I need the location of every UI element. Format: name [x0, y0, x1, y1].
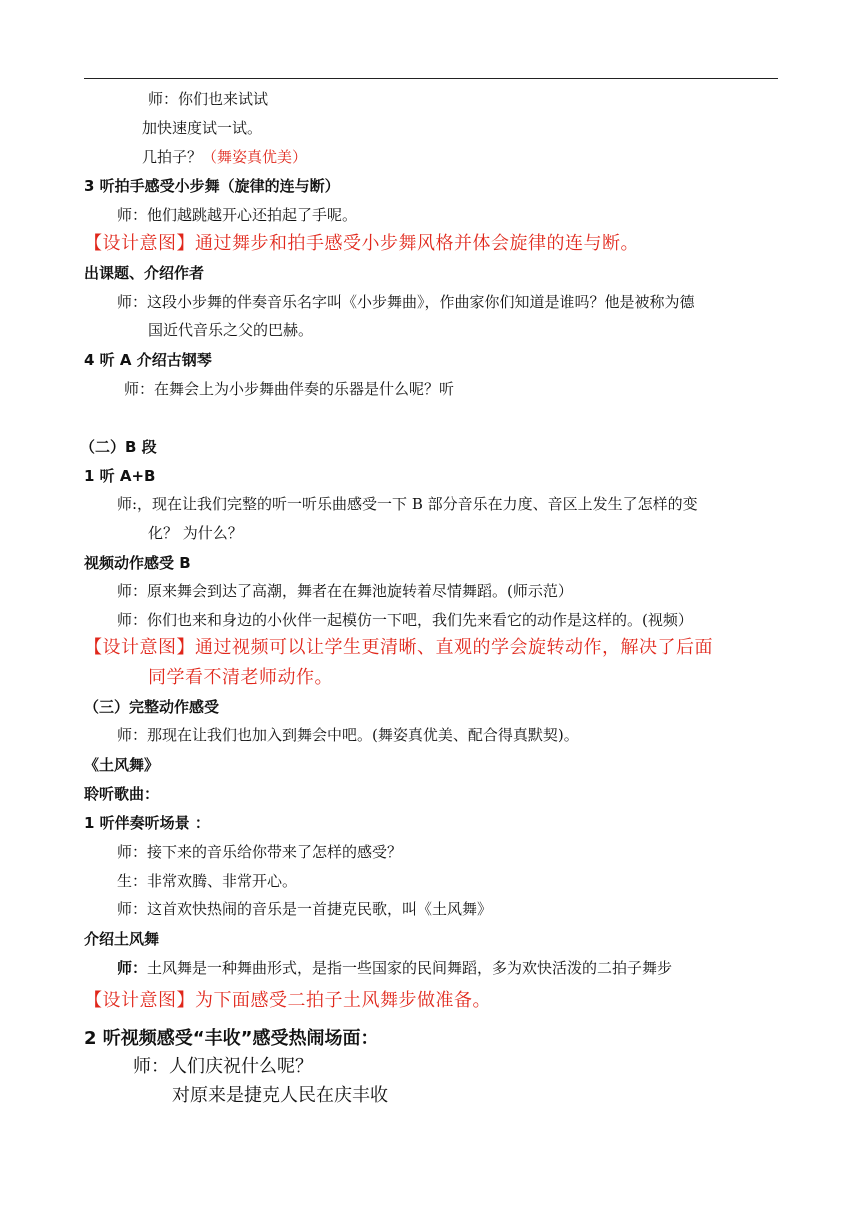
text-line: 师：原来舞会到达了高潮，舞者在在舞池旋转着尽情舞蹈。(师示范）	[117, 582, 573, 600]
section-heading: 出课题、介绍作者	[84, 264, 205, 282]
text-line: 生：非常欢腾、非常开心。	[117, 872, 298, 890]
design-intent: 【设计意图】通过舞步和拍手感受小步舞风格并体会旋律的连与断。	[84, 233, 639, 254]
text-span: 几拍子？	[142, 148, 203, 166]
section-heading: 聆听歌曲：	[84, 785, 160, 803]
section-heading: 2 听视频感受“丰收”感受热闹场面：	[84, 1028, 379, 1049]
design-intent: 【设计意图】通过视频可以让学生更清晰、直观的学会旋转动作，解决了后面	[84, 637, 713, 658]
text-line	[142, 147, 307, 167]
section-heading: 3 听拍手感受小步舞（旋律的连与断）	[84, 177, 340, 195]
text-line: 师：你们也来和身边的小伙伴一起模仿一下吧，我们先来看它的动作是这样的。(视频）	[117, 611, 693, 629]
section-heading: 介绍土风舞	[84, 930, 160, 948]
text-line: 对原来是捷克人民在庆丰收	[172, 1085, 388, 1106]
design-intent: 【设计意图】为下面感受二拍子土风舞步做准备。	[84, 990, 491, 1011]
text-line: 师:，现在让我们完整的听一听乐曲感受一下 B 部分音乐在力度、音区上发生了怎样的变	[117, 495, 698, 513]
section-heading: 《土风舞》	[84, 756, 160, 774]
text-line: 国近代音乐之父的巴赫。	[148, 321, 314, 339]
text-line: 师：这段小步舞的伴奏音乐名字叫《小步舞曲》，作曲家你们知道是谁吗？他是被称为德	[117, 293, 695, 311]
text-line: 化？ 为什么？	[148, 524, 243, 542]
text-line: 师：你们也来试试	[148, 90, 269, 108]
section-heading: 视频动作感受 B	[84, 554, 191, 572]
text-line: 师：人们庆祝什么呢？	[133, 1056, 313, 1077]
text-line: 师：他们越跳越开心还拍起了手呢。	[117, 206, 358, 224]
text-line	[117, 958, 672, 978]
section-heading: 1 听 A+B	[84, 467, 156, 485]
header-rule	[84, 78, 778, 79]
text-line: 师：这首欢快热闹的音乐是一首捷克民歌，叫《土风舞》	[117, 900, 493, 918]
section-heading: 1 听伴奏听场景 ：	[84, 814, 210, 832]
text-span: 土风舞是一种舞曲形式，是指一些国家的民间舞蹈，多为欢快活泼的二拍子舞步	[147, 959, 673, 977]
section-heading: 4 听 A 介绍古钢琴	[84, 351, 212, 369]
text-line: 加快速度试一试。	[142, 119, 263, 137]
text-line: 师：那现在让我们也加入到舞会中吧。(舞姿真优美、配合得真默契)。	[117, 726, 579, 744]
annotation-span: （舞姿真优美）	[202, 148, 308, 166]
section-heading: （三）完整动作感受	[84, 698, 220, 716]
speaker-label: 师：	[117, 959, 148, 977]
text-line: 师：接下来的音乐给你带来了怎样的感受？	[117, 843, 403, 861]
text-line: 师：在舞会上为小步舞曲伴奏的乐器是什么呢？听	[124, 380, 455, 398]
section-heading: （二）B 段	[80, 438, 157, 456]
design-intent: 同学看不清老师动作。	[148, 667, 333, 688]
